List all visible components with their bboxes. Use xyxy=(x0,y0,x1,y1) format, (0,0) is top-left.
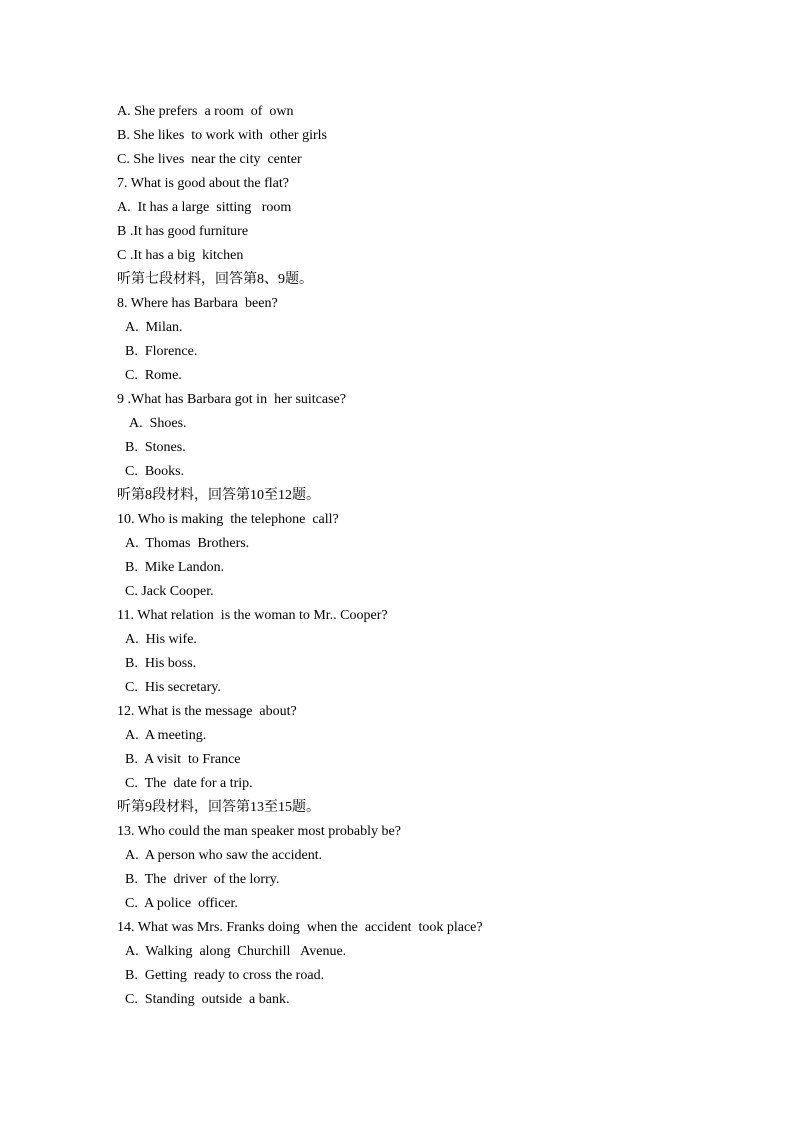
question-9: 9 .What has Barbara got in her suitcase? xyxy=(117,392,346,407)
option-12b: B. A visit to France xyxy=(125,752,241,767)
option-9a: A. Shoes. xyxy=(129,416,187,431)
question-11: 11. What relation is the woman to Mr.. Cooper? xyxy=(117,608,388,623)
option-10a: A. Thomas Brothers. xyxy=(125,536,250,551)
option-8b: B. Florence. xyxy=(125,344,198,359)
option-7a: A. It has a large sitting room xyxy=(117,200,292,215)
option-8c: C. Rome. xyxy=(125,368,182,383)
option-13c: C. A police officer. xyxy=(125,896,238,911)
option-13b: B. The driver of the lorry. xyxy=(125,872,280,887)
option-12c: C. The date for a trip. xyxy=(125,776,253,791)
option-11a: A. His wife. xyxy=(125,632,197,647)
option-10c: C. Jack Cooper. xyxy=(125,584,214,599)
question-8: 8. Where has Barbara been? xyxy=(117,296,278,311)
option-11b: B. His boss. xyxy=(125,656,197,671)
option-12a: A. A meeting. xyxy=(125,728,207,743)
option-11c: C. His secretary. xyxy=(125,680,221,695)
question-12: 12. What is the message about? xyxy=(117,704,297,719)
option-8a: A. Milan. xyxy=(125,320,183,335)
option-14b: B. Getting ready to cross the road. xyxy=(125,968,325,983)
option-14c: C. Standing outside a bank. xyxy=(125,992,290,1007)
question-10: 10. Who is making the telephone call? xyxy=(117,512,339,527)
section-heading-7: 听第七段材料，回答第8、9题。 xyxy=(117,272,313,287)
option-13a: A. A person who saw the accident. xyxy=(125,848,323,863)
document-page xyxy=(117,100,737,1012)
question-13: 13. Who could the man speaker most probably be? xyxy=(117,824,401,839)
option-6b: B. She likes to work with other girls xyxy=(117,128,327,143)
option-6c: C. She lives near the city center xyxy=(117,152,302,167)
option-6a: A. She prefers a room of own xyxy=(117,104,294,119)
section-heading-8: 听第8段材料，回答第10至12题。 xyxy=(117,488,320,503)
section-heading-9: 听第9段材料，回答第13至15题。 xyxy=(117,800,320,815)
option-7c: C .It has a big kitchen xyxy=(117,248,244,263)
option-9b: B. Stones. xyxy=(125,440,186,455)
option-7b: B .It has good furniture xyxy=(117,224,249,239)
option-10b: B. Mike Landon. xyxy=(125,560,225,575)
question-14: 14. What was Mrs. Franks doing when the accident took place? xyxy=(117,920,483,935)
option-14a: A. Walking along Churchill Avenue. xyxy=(125,944,347,959)
option-9c: C. Books. xyxy=(125,464,185,479)
question-7: 7. What is good about the flat? xyxy=(117,176,289,191)
